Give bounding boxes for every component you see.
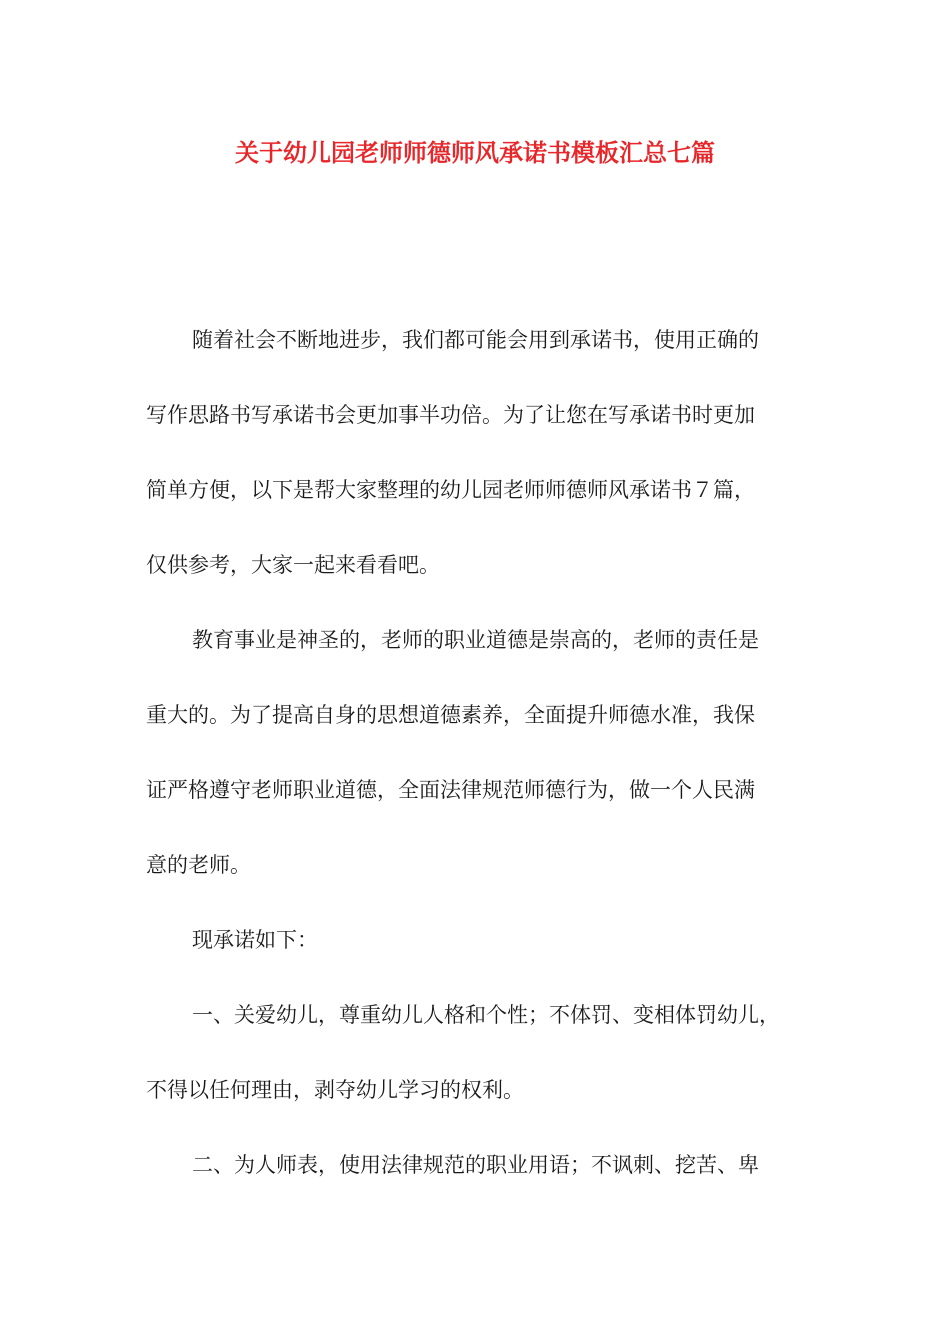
- paragraph-1-line-1: 随着社会不断地进步，我们都可能会用到承诺书，使用正确的: [192, 328, 759, 352]
- paragraph-4-line-1: 一、关爱幼儿，尊重幼儿人格和个性；不体罚、变相体罚幼儿，: [192, 1003, 780, 1027]
- paragraph-2-line-3: 证严格遵守老师职业道德，全面法律规范师德行为，做一个人民满: [146, 778, 755, 802]
- document-title: 关于幼儿园老师师德师风承诺书模板汇总七篇: [235, 139, 715, 167]
- paragraph-2-line-4: 意的老师。: [146, 853, 251, 877]
- paragraph-1-line-3: 简单方便，以下是帮大家整理的幼儿园老师师德师风承诺书７篇，: [146, 478, 755, 502]
- paragraph-3-line-1: 现承诺如下：: [192, 928, 318, 952]
- paragraph-4-line-2: 不得以任何理由，剥夺幼儿学习的权利。: [146, 1078, 524, 1102]
- paragraph-5-line-1: 二、为人师表，使用法律规范的职业用语；不讽刺、挖苦、卑: [192, 1153, 759, 1177]
- paragraph-1-line-2: 写作思路书写承诺书会更加事半功倍。为了让您在写承诺书时更加: [146, 403, 755, 427]
- paragraph-2-line-1: 教育事业是神圣的，老师的职业道德是崇高的，老师的责任是: [192, 628, 759, 652]
- paragraph-1-line-4: 仅供参考，大家一起来看看吧。: [146, 553, 440, 577]
- paragraph-2-line-2: 重大的。为了提高自身的思想道德素养，全面提升师德水准，我保: [146, 703, 755, 727]
